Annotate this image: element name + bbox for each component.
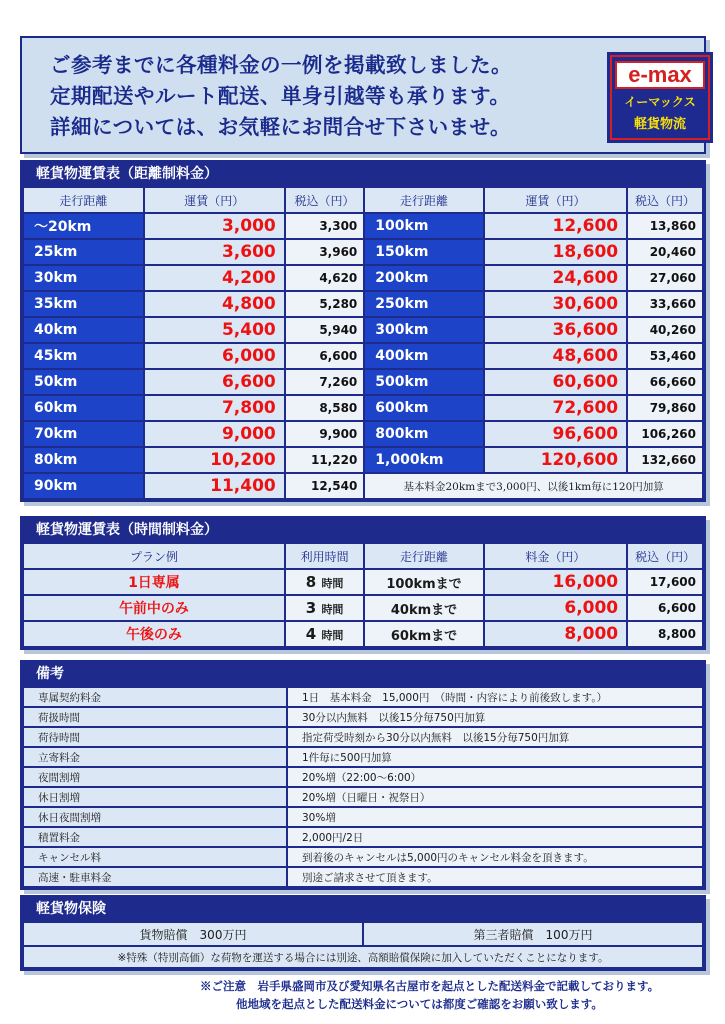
hours-unit: 時間 <box>321 577 344 590</box>
remarks-section <box>20 660 706 890</box>
table-row <box>24 422 702 446</box>
table-row <box>24 622 702 646</box>
plan-cell: 午前中のみ <box>24 596 284 620</box>
distance-cell: 40km <box>24 318 143 342</box>
fare-cell: 72,600 <box>485 396 626 420</box>
footer-line: ※ご注意 岩手県盛岡市及び愛知県名古屋市を起点とした配送料金で記載しております。 <box>200 979 660 993</box>
distance-cell: 100kmまで <box>365 570 482 594</box>
table-row <box>24 570 702 594</box>
table-row <box>24 768 702 786</box>
col-header: 走行距離 <box>24 188 143 212</box>
tax-cell: 33,660 <box>628 292 702 316</box>
hours-unit: 時間 <box>321 603 344 616</box>
hours-value: 8 <box>305 573 317 591</box>
tax-cell: 8,800 <box>628 622 702 646</box>
table-row <box>24 448 702 472</box>
fare-cell: 36,600 <box>485 318 626 342</box>
fee-cell: 16,000 <box>485 570 626 594</box>
fare-cell: 5,400 <box>145 318 284 342</box>
header-line: 詳細については、お気軽にお問合せ下さいませ。 <box>50 115 511 139</box>
distance-cell: 80km <box>24 448 143 472</box>
remark-value: 1件毎に500円加算 <box>288 748 702 766</box>
table-row <box>24 808 702 826</box>
tax-cell: 132,660 <box>628 448 702 472</box>
tax-cell: 106,260 <box>628 422 702 446</box>
fare-cell: 18,600 <box>485 240 626 264</box>
fee-cell: 6,000 <box>485 596 626 620</box>
remarks-table <box>22 686 704 888</box>
insurance-table <box>22 921 704 969</box>
insurance-note: ※特殊（特別高価）な荷物を運送する場合には別途、高額賠償保険に加入していただくことになります。 <box>24 947 702 967</box>
remark-label: 積置料金 <box>24 828 286 846</box>
fare-cell: 96,600 <box>485 422 626 446</box>
table-row <box>24 266 702 290</box>
tax-cell: 20,460 <box>628 240 702 264</box>
hours-value: 4 <box>305 625 317 643</box>
section-title: 軽貨物運賃表（時間制料金） <box>36 522 218 538</box>
distance-cell: 100km <box>365 214 483 238</box>
tax-cell: 8,580 <box>286 396 364 420</box>
distance-cell: 50km <box>24 370 143 394</box>
col-header: 走行距離 <box>365 544 482 568</box>
col-header: プラン例 <box>24 544 284 568</box>
fare-cell: 4,200 <box>145 266 284 290</box>
fare-cell: 6,600 <box>145 370 284 394</box>
table-row <box>24 728 702 746</box>
remark-label: 休日夜間割増 <box>24 808 286 826</box>
remark-label: 休日割増 <box>24 788 286 806</box>
table-row <box>24 688 702 706</box>
remark-label: 荷扱時間 <box>24 708 286 726</box>
section-title: 軽貨物保険 <box>36 901 106 917</box>
remark-value: 1日 基本料金 15,000円 （時間・内容により前後致します。） <box>288 688 702 706</box>
logo-tagline: 軽貨物流 <box>633 117 686 132</box>
plan-cell: 午後のみ <box>24 622 284 646</box>
distance-cell: 25km <box>24 240 143 264</box>
emax-logo <box>607 52 713 143</box>
header-banner <box>20 36 706 154</box>
time-fare-table <box>22 542 704 648</box>
col-header: 税込（円） <box>628 544 702 568</box>
footer-notice <box>200 977 720 1013</box>
table-row <box>24 596 702 620</box>
remark-value: 到着後のキャンセルは5,000円のキャンセル料金を頂きます。 <box>288 848 702 866</box>
table-row <box>24 748 702 766</box>
col-header: 税込（円） <box>628 188 702 212</box>
tax-cell: 12,540 <box>286 474 364 498</box>
table-row <box>24 708 702 726</box>
table-row <box>24 292 702 316</box>
fee-cell: 8,000 <box>485 622 626 646</box>
tax-cell: 11,220 <box>286 448 364 472</box>
time-fare-section <box>20 516 706 650</box>
fare-cell: 6,000 <box>145 344 284 368</box>
distance-cell: 300km <box>365 318 483 342</box>
footer-line: 他地域を起点とした配送料金については都度ご確認をお願い致します。 <box>236 997 603 1011</box>
remark-value: 30分以内無料 以後15分毎750円加算 <box>288 708 702 726</box>
table-row <box>24 923 702 945</box>
remark-label: 専属契約料金 <box>24 688 286 706</box>
plan-cell: 1日専属 <box>24 570 284 594</box>
remark-value: 別途ご請求させて頂きます。 <box>288 868 702 886</box>
distance-cell: 90km <box>24 474 143 498</box>
tax-cell: 5,280 <box>286 292 364 316</box>
table-row <box>24 947 702 967</box>
tax-cell: 6,600 <box>628 596 702 620</box>
third-party-liability: 第三者賠償 100万円 <box>364 923 702 945</box>
fare-cell: 12,600 <box>485 214 626 238</box>
tax-cell: 6,600 <box>286 344 364 368</box>
tax-cell: 4,620 <box>286 266 364 290</box>
fare-cell: 60,600 <box>485 370 626 394</box>
section-title: 備考 <box>36 666 64 682</box>
remark-label: キャンセル料 <box>24 848 286 866</box>
fare-cell: 3,600 <box>145 240 284 264</box>
table-row <box>24 868 702 886</box>
remark-value: 20%増（日曜日・祝祭日） <box>288 788 702 806</box>
section-title: 軽貨物運賃表（距離制料金） <box>36 166 218 182</box>
tax-cell: 79,860 <box>628 396 702 420</box>
tax-cell: 66,660 <box>628 370 702 394</box>
table-row <box>24 848 702 866</box>
col-header: 利用時間 <box>286 544 363 568</box>
tax-cell: 3,300 <box>286 214 364 238</box>
table-row <box>24 396 702 420</box>
distance-fare-table <box>22 186 704 500</box>
distance-cell: 30km <box>24 266 143 290</box>
distance-cell: 35km <box>24 292 143 316</box>
distance-cell: 200km <box>365 266 483 290</box>
insurance-section <box>20 895 706 971</box>
distance-cell: ～20km <box>24 214 143 238</box>
distance-cell: 60km <box>24 396 143 420</box>
hours-value: 3 <box>305 599 317 617</box>
table-row <box>24 240 702 264</box>
remark-label: 高速・駐車料金 <box>24 868 286 886</box>
logo-main: e-max <box>615 61 705 89</box>
remark-label: 夜間割増 <box>24 768 286 786</box>
distance-cell: 150km <box>365 240 483 264</box>
fare-cell: 11,400 <box>145 474 284 498</box>
distance-cell: 40kmまで <box>365 596 482 620</box>
table-row <box>24 370 702 394</box>
table-row <box>24 788 702 806</box>
tax-cell: 13,860 <box>628 214 702 238</box>
fare-cell: 9,000 <box>145 422 284 446</box>
tax-cell: 53,460 <box>628 344 702 368</box>
col-header: 運賃（円） <box>485 188 626 212</box>
distance-cell: 45km <box>24 344 143 368</box>
base-fare-note: 基本料金20kmまで3,000円、以後1km毎に120円加算 <box>365 474 702 498</box>
distance-cell: 60kmまで <box>365 622 482 646</box>
hours-cell <box>286 622 363 646</box>
distance-cell: 70km <box>24 422 143 446</box>
logo-kana: イーマックス <box>624 95 696 109</box>
fare-cell: 48,600 <box>485 344 626 368</box>
fare-cell: 7,800 <box>145 396 284 420</box>
distance-cell: 600km <box>365 396 483 420</box>
fare-cell: 4,800 <box>145 292 284 316</box>
header-line: ご参考までに各種料金の一例を掲載致しました。 <box>50 53 512 77</box>
hours-unit: 時間 <box>321 629 344 642</box>
header-text <box>50 50 512 143</box>
remark-label: 立寄料金 <box>24 748 286 766</box>
fare-cell: 120,600 <box>485 448 626 472</box>
hours-cell <box>286 596 363 620</box>
distance-cell: 1,000km <box>365 448 483 472</box>
cargo-liability: 貨物賠償 300万円 <box>24 923 362 945</box>
fare-cell: 10,200 <box>145 448 284 472</box>
header-line: 定期配送やルート配送、単身引越等も承ります。 <box>50 84 511 108</box>
tax-cell: 17,600 <box>628 570 702 594</box>
remark-value: 20%増（22:00～6:00） <box>288 768 702 786</box>
remark-label: 荷待時間 <box>24 728 286 746</box>
table-header-row <box>24 544 702 568</box>
tax-cell: 3,960 <box>286 240 364 264</box>
table-row <box>24 214 702 238</box>
fare-cell: 24,600 <box>485 266 626 290</box>
col-header: 運賃（円） <box>145 188 284 212</box>
tax-cell: 7,260 <box>286 370 364 394</box>
table-row <box>24 344 702 368</box>
table-row <box>24 318 702 342</box>
remark-value: 指定荷受時刻から30分以内無料 以後15分毎750円加算 <box>288 728 702 746</box>
table-header-row <box>24 188 702 212</box>
fare-cell: 30,600 <box>485 292 626 316</box>
remark-value: 30%増 <box>288 808 702 826</box>
distance-fare-section <box>20 160 706 502</box>
col-header: 税込（円） <box>286 188 364 212</box>
hours-cell <box>286 570 363 594</box>
col-header: 走行距離 <box>365 188 483 212</box>
tax-cell: 5,940 <box>286 318 364 342</box>
tax-cell: 9,900 <box>286 422 364 446</box>
tax-cell: 40,260 <box>628 318 702 342</box>
distance-cell: 400km <box>365 344 483 368</box>
table-row <box>24 474 702 498</box>
col-header: 料金（円） <box>485 544 626 568</box>
distance-cell: 250km <box>365 292 483 316</box>
tax-cell: 27,060 <box>628 266 702 290</box>
distance-cell: 500km <box>365 370 483 394</box>
fare-cell: 3,000 <box>145 214 284 238</box>
table-row <box>24 828 702 846</box>
remark-value: 2,000円/2日 <box>288 828 702 846</box>
distance-cell: 800km <box>365 422 483 446</box>
